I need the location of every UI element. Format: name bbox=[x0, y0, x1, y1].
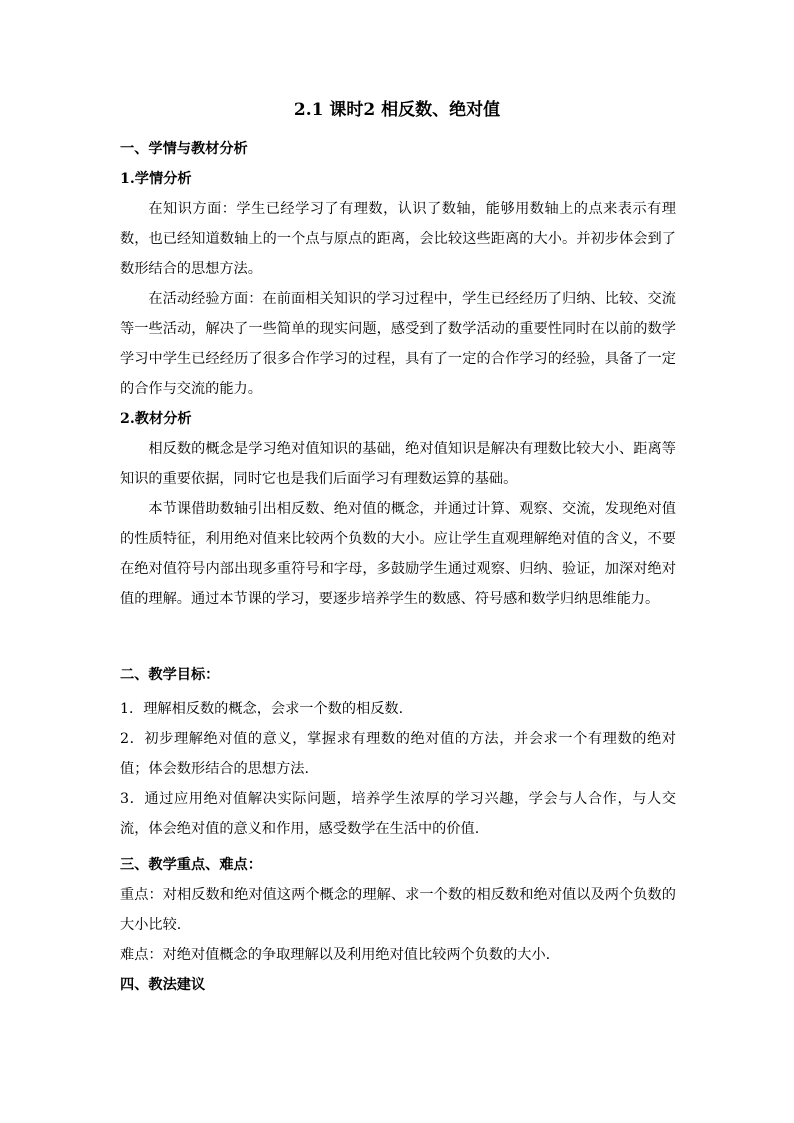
subheading-student-analysis: 1.学情分析 bbox=[120, 171, 192, 187]
section-objectives bbox=[120, 660, 676, 690]
paragraph-lesson-design: 本节课借助数轴引出相反数、绝对值的概念，并通过计算、观察、交流，发现绝对值的性质特征，利用绝对值来比较两个负数的大小。应让学生直观理解绝对值的含义，不要在绝对值符号内部出现多重符号和字母，多鼓励学生通过观察、归纳、验证，加深对绝对值的理解。通过本节课的学习，要逐步培养学生的数感、符号感和数学归纳思维能力。 bbox=[120, 501, 676, 607]
objective-item-3: 3．通过应用绝对值解决实际问题，培养学生浓厚的学习兴趣，学会与人合作，与人交流，体会绝对值的意义和作用，感受数学在生活中的价值. bbox=[120, 791, 676, 837]
key-point-text: 重点：对相反数和绝对值这两个概念的理解、求一个数的相反数和绝对值以及两个负数的大小比较. bbox=[120, 887, 676, 933]
difficult-point-text: 难点：对绝对值概念的争取理解以及利用绝对值比较两个负数的大小. bbox=[120, 947, 551, 963]
objective-item-2: 2．初步理解绝对值的意义，掌握求有理数的绝对值的方法，并会求一个有理数的绝对值；体会数形结合的思想方法. bbox=[120, 731, 676, 777]
page-title: 2.1 课时2 相反数、绝对值 bbox=[293, 100, 501, 120]
paragraph-concept-basis: 相反数的概念是学习绝对值知识的基础，绝对值知识是解决有理数比较大小、距离等知识的重要依据，同时它也是我们后面学习有理数运算的基础。 bbox=[120, 441, 676, 487]
objectives-list bbox=[120, 694, 676, 844]
paragraph-activity-experience: 在活动经验方面：在前面相关知识的学习过程中，学生已经经历了归纳、比较、交流等一些活动，解决了一些简单的现实问题，感受到了数学活动的重要性同时在以前的数学学习中学生已经经历了很多合作学习的过程，具有了一定的合作学习的经验，具备了一定的合作与交流的能力。 bbox=[120, 291, 676, 397]
section-key-points bbox=[120, 850, 676, 1000]
paragraph-knowledge: 在知识方面：学生已经学习了有理数，认识了数轴，能够用数轴上的点来表示有理数，也已经知道数轴上的一个点与原点的距离，会比较这些距离的大小。并初步体会到了数形结合的思想方法。 bbox=[120, 201, 676, 277]
subheading-textbook-analysis: 2.教材分析 bbox=[120, 411, 192, 427]
section-analysis bbox=[120, 134, 676, 614]
section-heading-teaching-methods: 四、教法建议 bbox=[120, 977, 206, 993]
section-heading-objectives: 二、教学目标： bbox=[120, 667, 220, 683]
section-heading-key-points: 三、教学重点、难点： bbox=[120, 857, 262, 873]
section-heading-analysis: 一、学情与教材分析 bbox=[120, 141, 248, 157]
objective-item-1: 1．理解相反数的概念，会求一个数的相反数. bbox=[120, 701, 404, 717]
